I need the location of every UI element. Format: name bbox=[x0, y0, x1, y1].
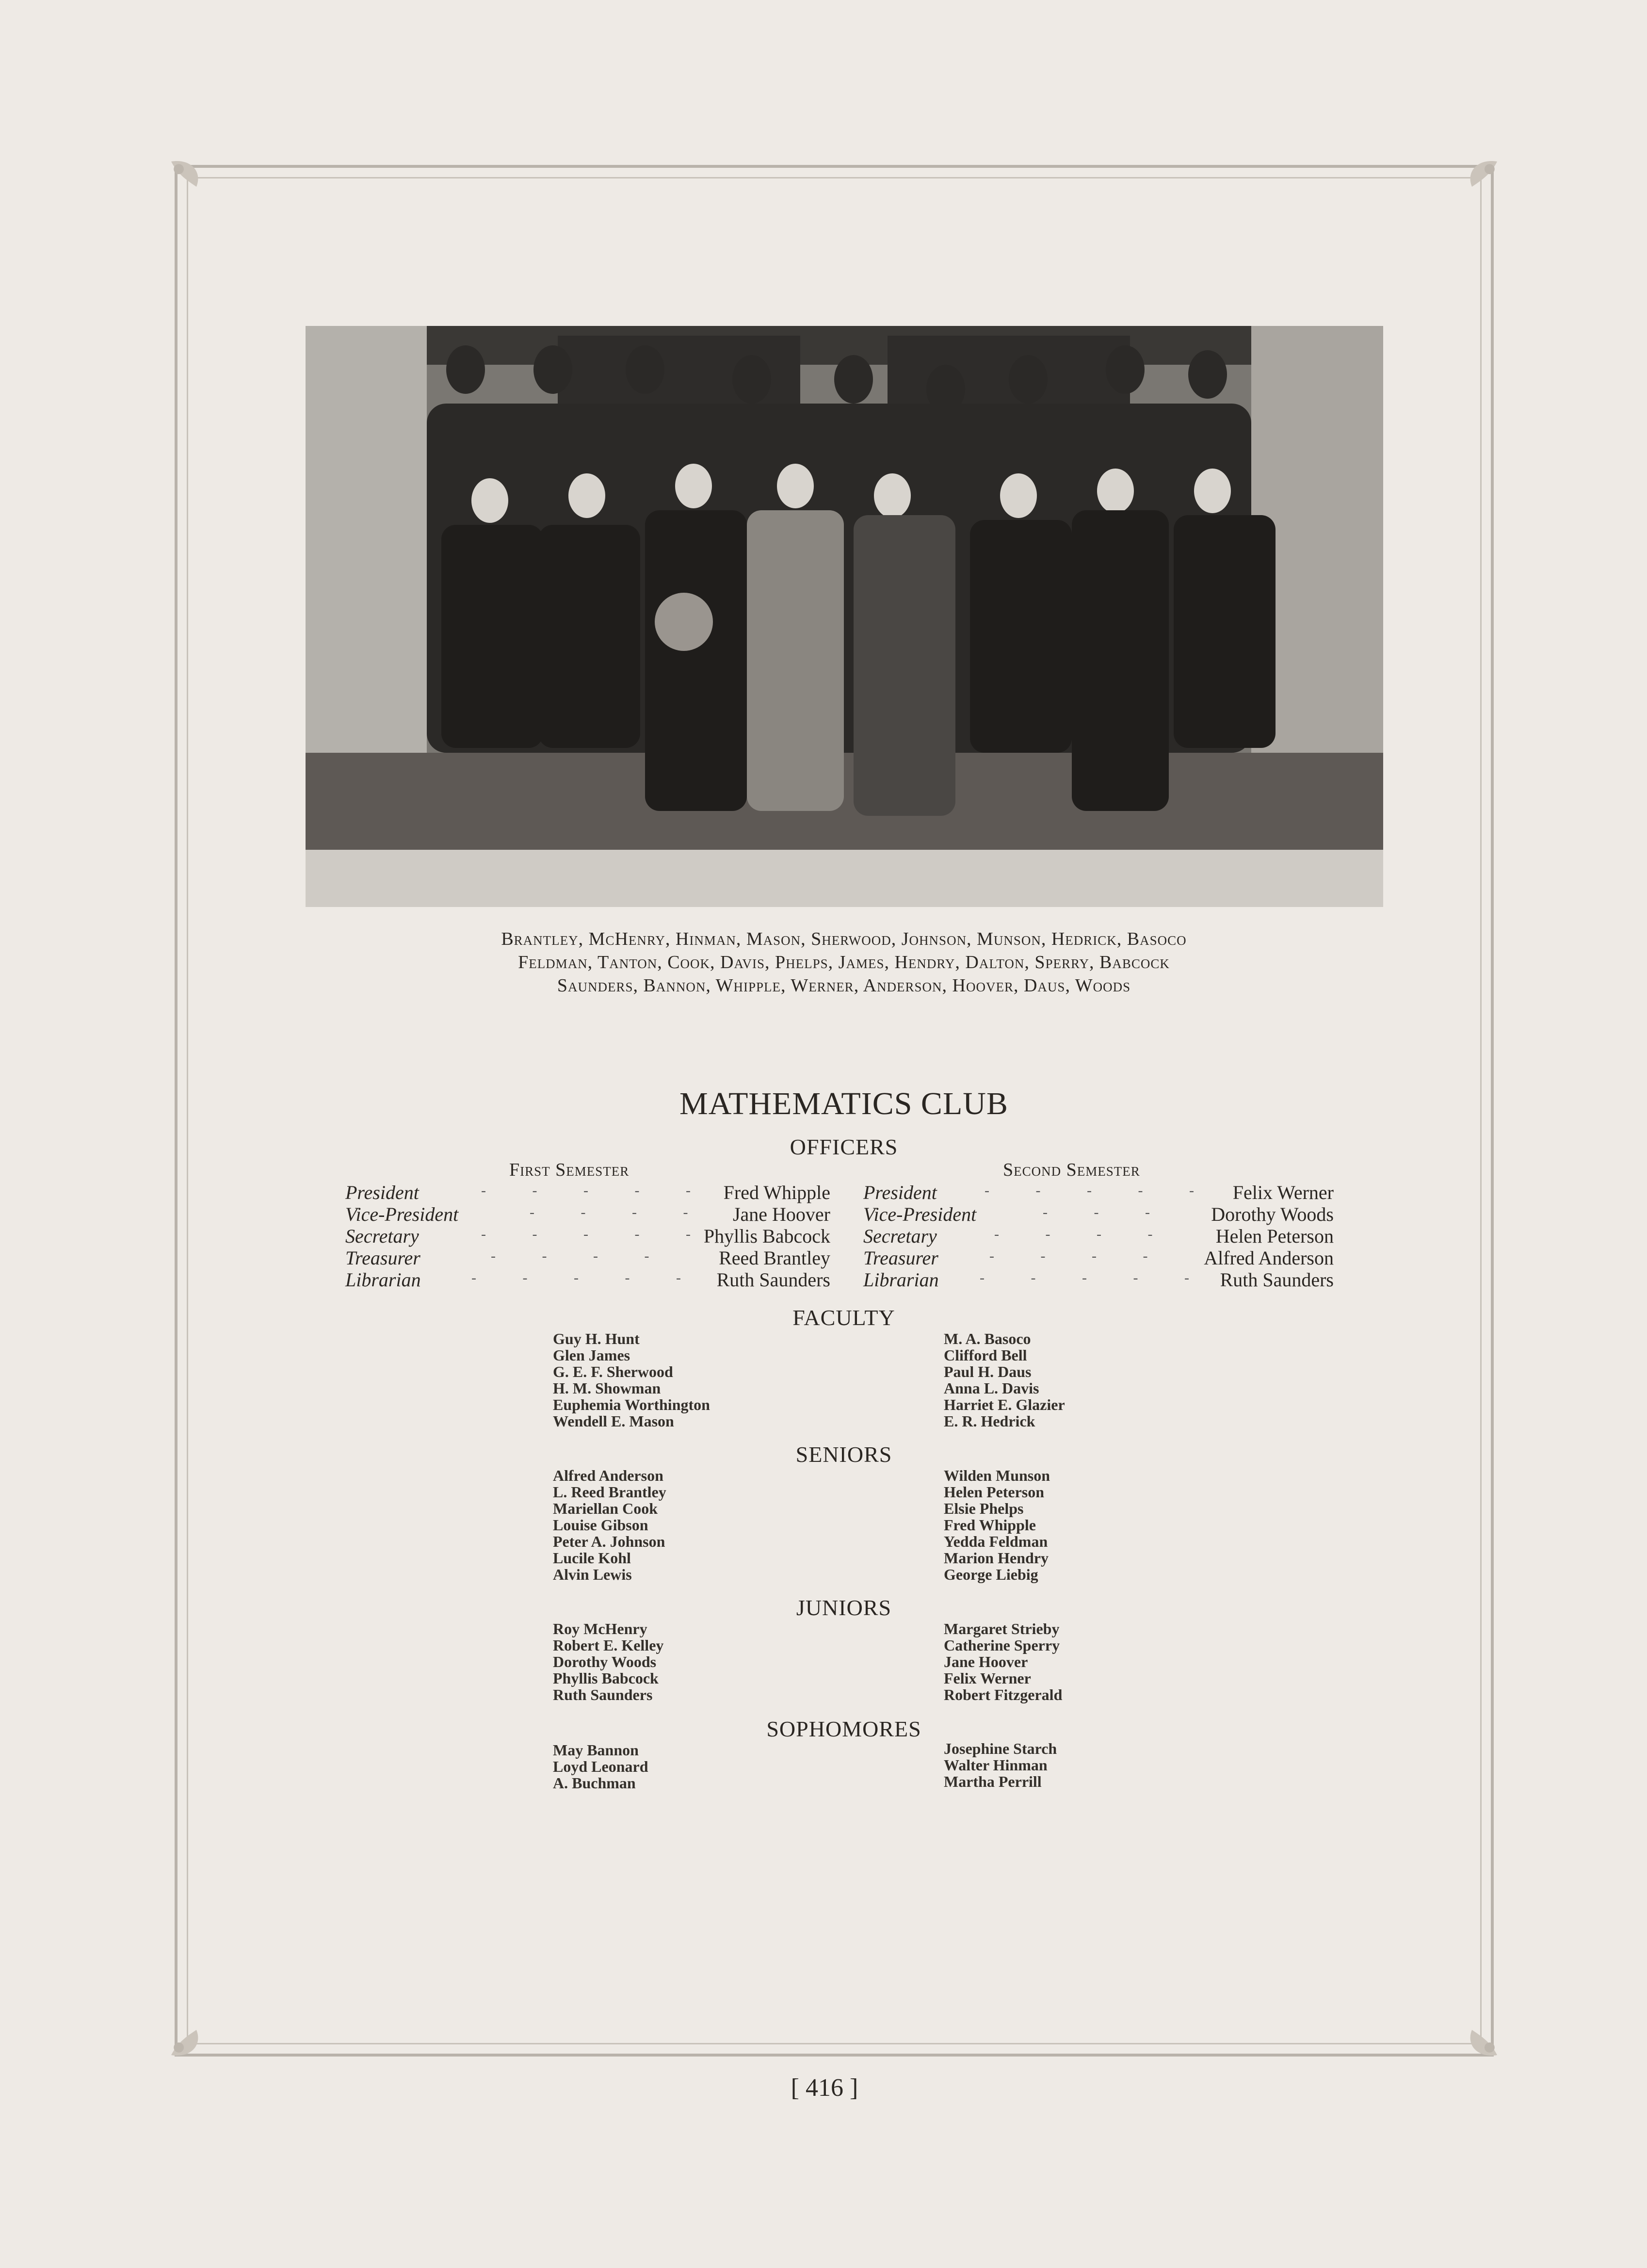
officer-name: Fred Whipple bbox=[723, 1182, 830, 1203]
list-item: Catherine Sperry bbox=[944, 1636, 1060, 1654]
sophomores-list-right bbox=[944, 1740, 1057, 1790]
leader-dots: - - - - bbox=[530, 1204, 710, 1220]
list-item: Yedda Feldman bbox=[944, 1533, 1048, 1550]
officer-row bbox=[863, 1225, 1334, 1247]
caption-line: Saunders, Bannon, Whipple, Werner, Anderson, Hoover, Daus, Woods bbox=[557, 975, 1131, 996]
list-item: Guy H. Hunt bbox=[553, 1330, 640, 1347]
sophomores-heading: SOPHOMORES bbox=[766, 1717, 921, 1741]
list-item: Clifford Bell bbox=[944, 1346, 1027, 1364]
sophomores-list-left bbox=[553, 1742, 648, 1791]
faculty-heading: FACULTY bbox=[792, 1305, 895, 1330]
officer-name: Alfred Anderson bbox=[1204, 1247, 1334, 1269]
second-semester-heading: Second Semester bbox=[1003, 1160, 1140, 1180]
leader-dots: - - - bbox=[1043, 1204, 1171, 1220]
list-item: Dorothy Woods bbox=[553, 1653, 657, 1670]
officer-row bbox=[345, 1225, 830, 1247]
list-item: Margaret Strieby bbox=[944, 1620, 1060, 1637]
seniors-list-right bbox=[944, 1467, 1050, 1583]
juniors-list-right bbox=[944, 1620, 1062, 1703]
officer-row bbox=[863, 1203, 1334, 1225]
list-item: Josephine Starch bbox=[944, 1740, 1057, 1757]
list-item: Jane Hoover bbox=[944, 1653, 1028, 1670]
list-item: Helen Peterson bbox=[944, 1483, 1045, 1501]
second-semester-officers bbox=[863, 1182, 1334, 1291]
corner-ornament-icon bbox=[165, 155, 228, 218]
officer-title: Treasurer bbox=[345, 1247, 420, 1269]
list-item: E. R. Hedrick bbox=[944, 1412, 1035, 1430]
officer-name: Felix Werner bbox=[1232, 1182, 1334, 1203]
officer-row bbox=[863, 1269, 1334, 1291]
officer-name: Helen Peterson bbox=[1215, 1225, 1334, 1247]
officer-title: Librarian bbox=[345, 1269, 421, 1291]
list-item: Glen James bbox=[553, 1346, 630, 1364]
seniors-heading: SENIORS bbox=[795, 1442, 892, 1467]
officer-title: Vice-President bbox=[863, 1203, 977, 1225]
list-item: Wendell E. Mason bbox=[553, 1412, 674, 1430]
list-item: G. E. F. Sherwood bbox=[553, 1363, 673, 1380]
list-item: Alfred Anderson bbox=[553, 1467, 663, 1484]
list-item: Martha Perrill bbox=[944, 1773, 1042, 1790]
leader-dots: - - - - bbox=[994, 1226, 1174, 1242]
leader-dots: - - - - bbox=[491, 1248, 671, 1264]
officer-name: Ruth Saunders bbox=[1220, 1269, 1334, 1291]
juniors-heading: JUNIORS bbox=[796, 1595, 892, 1620]
list-item: Phyllis Babcock bbox=[553, 1669, 659, 1687]
caption-line: Feldman, Tanton, Cook, Davis, Phelps, James, Hendry, Dalton, Sperry, Babcock bbox=[518, 952, 1170, 972]
caption-line: Brantley, McHenry, Hinman, Mason, Sherwood, Johnson, Munson, Hedrick, Basoco bbox=[501, 929, 1187, 949]
list-item: Euphemia Worthington bbox=[553, 1396, 710, 1413]
list-item: Mariellan Cook bbox=[553, 1500, 658, 1517]
list-item: Roy McHenry bbox=[553, 1620, 647, 1637]
faculty-list-left bbox=[553, 1330, 710, 1429]
page-title: MATHEMATICS CLUB bbox=[679, 1086, 1008, 1121]
officer-name: Jane Hoover bbox=[732, 1203, 830, 1225]
list-item: Anna L. Davis bbox=[944, 1379, 1039, 1397]
leader-dots: - - - - - bbox=[471, 1270, 702, 1286]
list-item: L. Reed Brantley bbox=[553, 1483, 666, 1501]
officer-row bbox=[345, 1269, 830, 1291]
list-item: Elsie Phelps bbox=[944, 1500, 1024, 1517]
leader-dots: - - - - - bbox=[481, 1183, 712, 1199]
list-item: May Bannon bbox=[553, 1741, 639, 1759]
list-item: A. Buchman bbox=[553, 1774, 636, 1792]
officer-title: Vice-President bbox=[345, 1203, 459, 1225]
list-item: Louise Gibson bbox=[553, 1516, 648, 1534]
juniors-list-left bbox=[553, 1620, 663, 1703]
officer-title: President bbox=[345, 1182, 419, 1203]
officer-name: Phyllis Babcock bbox=[703, 1225, 830, 1247]
list-item: H. M. Showman bbox=[553, 1379, 661, 1397]
leader-dots: - - - - - bbox=[481, 1226, 712, 1242]
photo-caption bbox=[272, 927, 1416, 997]
page-number: [ 416 ] bbox=[791, 2074, 858, 2102]
seniors-list-left bbox=[553, 1467, 666, 1583]
group-photo bbox=[306, 326, 1383, 907]
list-item: Felix Werner bbox=[944, 1669, 1031, 1687]
list-item: Lucile Kohl bbox=[553, 1549, 631, 1567]
corner-ornament-icon bbox=[1440, 1998, 1503, 2061]
officer-row bbox=[863, 1182, 1334, 1203]
officer-name: Ruth Saunders bbox=[716, 1269, 830, 1291]
faculty-list-right bbox=[944, 1330, 1065, 1429]
list-item: Peter A. Johnson bbox=[553, 1533, 665, 1550]
officer-row bbox=[345, 1182, 830, 1203]
list-item: Wilden Munson bbox=[944, 1467, 1050, 1484]
leader-dots: - - - - bbox=[989, 1248, 1169, 1264]
officer-title: President bbox=[863, 1182, 937, 1203]
officer-title: Secretary bbox=[345, 1225, 419, 1247]
officer-name: Dorothy Woods bbox=[1211, 1203, 1334, 1225]
officer-row bbox=[345, 1247, 830, 1269]
corner-ornament-icon bbox=[1440, 155, 1503, 218]
list-item: Alvin Lewis bbox=[553, 1566, 632, 1583]
list-item: M. A. Basoco bbox=[944, 1330, 1031, 1347]
officer-title: Librarian bbox=[863, 1269, 939, 1291]
list-item: Robert E. Kelley bbox=[553, 1636, 664, 1654]
list-item: Loyd Leonard bbox=[553, 1758, 648, 1775]
leader-dots: - - - - - bbox=[985, 1183, 1215, 1199]
officer-row bbox=[345, 1203, 830, 1225]
officers-heading: OFFICERS bbox=[790, 1134, 898, 1159]
list-item: Harriet E. Glazier bbox=[944, 1396, 1065, 1413]
list-item: Walter Hinman bbox=[944, 1756, 1048, 1774]
list-item: Ruth Saunders bbox=[553, 1686, 653, 1703]
list-item: Marion Hendry bbox=[944, 1549, 1049, 1567]
first-semester-heading: First Semester bbox=[509, 1160, 630, 1180]
list-item: Paul H. Daus bbox=[944, 1363, 1032, 1380]
officer-row bbox=[863, 1247, 1334, 1269]
officer-title: Treasurer bbox=[863, 1247, 938, 1269]
first-semester-officers bbox=[345, 1182, 830, 1291]
officer-name: Reed Brantley bbox=[719, 1247, 830, 1269]
corner-ornament-icon bbox=[165, 1998, 228, 2061]
list-item: Robert Fitzgerald bbox=[944, 1686, 1063, 1703]
officer-title: Secretary bbox=[863, 1225, 937, 1247]
list-item: Fred Whipple bbox=[944, 1516, 1036, 1534]
leader-dots: - - - - - bbox=[980, 1270, 1211, 1286]
list-item: George Liebig bbox=[944, 1566, 1038, 1583]
